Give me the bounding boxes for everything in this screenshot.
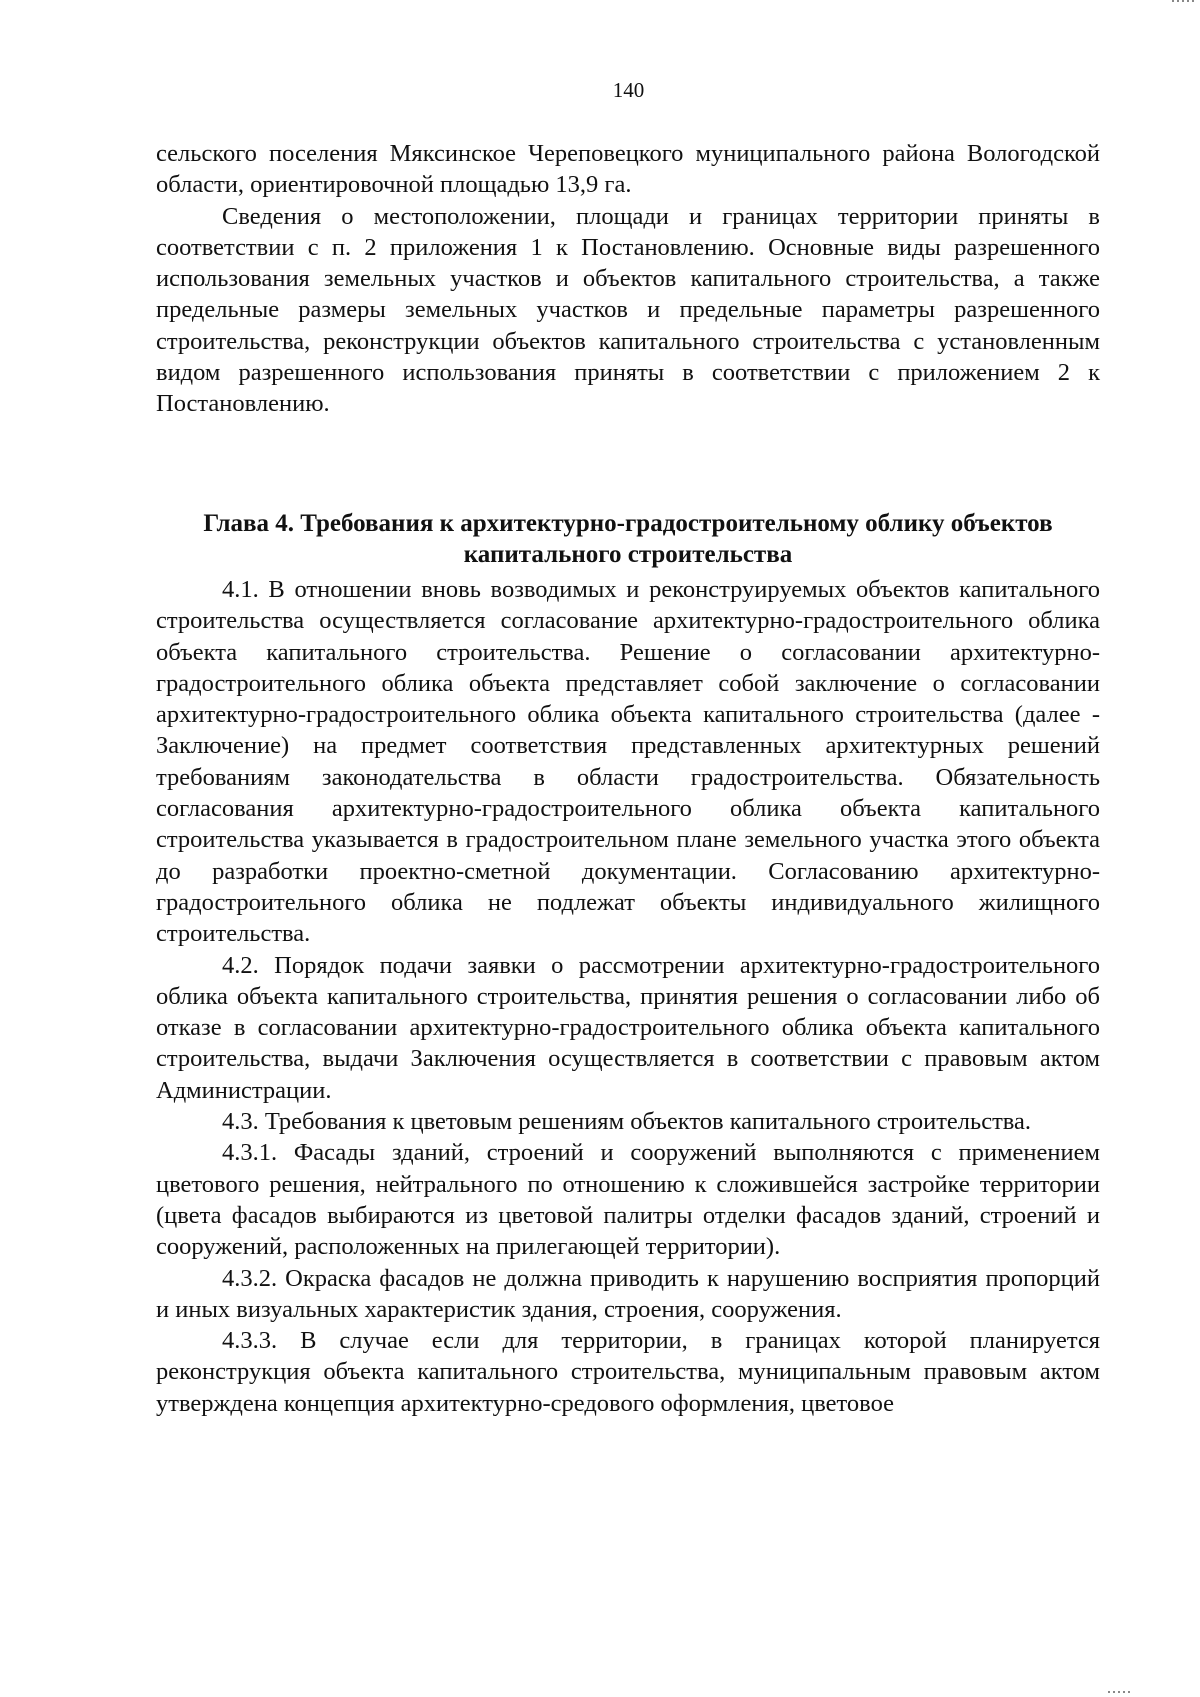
chapter-heading-line-2: капитального строительства bbox=[463, 541, 793, 568]
scan-artifact-top bbox=[1172, 0, 1194, 2]
paragraph-4-2: 4.2. Порядок подачи заявки о рассмотрении архитектурно-градостроительного облика объекта капитального строительства, принятия решения о согласовании либо об отказе в согласовании архитектурно-градостроительного облика объекта капитального строительства, выдачи Заключения осуществляется в соответствии с правовым актом Администрации. bbox=[156, 951, 1100, 1104]
scan-artifact-bottom bbox=[1108, 1691, 1130, 1693]
chapter-4-section bbox=[156, 508, 1100, 1419]
intro-section bbox=[156, 138, 1100, 420]
paragraph-4-3-2: 4.3.2. Окраска фасадов не должна приводить к нарушению восприятия пропорций и иных визуальных характеристик здания, строения, сооружения. bbox=[156, 1264, 1100, 1323]
paragraph-4-3-3: 4.3.3. В случае если для территории, в границах которой планируется реконструкция объекта капитального строительства, муниципальным правовым актом утверждена концепция архитектурно-средового оформления, цветовое bbox=[156, 1327, 1100, 1417]
paragraph-territory-info: Сведения о местоположении, площади и границах территории приняты в соответствии с п. 2 приложения 1 к Постановлению. Основные виды разрешенного использования земельных участков и объектов капитального строительства, а также предельные размеры земельных участков и предельные параметры разрешенного строительства, реконструкции объектов капитального строительства с установленным видом разрешенного использования приняты в соответствии с приложением 2 к Постановлению. bbox=[156, 202, 1100, 418]
paragraph-4-3: 4.3. Требования к цветовым решениям объектов капитального строительства. bbox=[222, 1108, 1032, 1136]
chapter-heading bbox=[156, 508, 1100, 570]
paragraph-4-1: 4.1. В отношении вновь возводимых и реконструируемых объектов капитального строительства осуществляется согласование архитектурно-градостроительного облика объекта капитального строительства. Решение о согласовании архитектурно-градостроительного облика объекта представляет собой заключение о согласовании архитектурно-градостроительного облика объекта капитального строительства (далее - Заключение) на предмет соответствия представленных архитектурных решений требованиям законодательства в области градостроительства. Обязательность согласования архитектурно-градостроительного облика объекта капитального строительства указывается в градостроительном плане земельного участка этого объекта до разработки проектно-сметной документации. Согласованию архитектурно-градостроительного облика не подлежат объекты индивидуального жилищного строительства. bbox=[156, 576, 1100, 948]
page-number: 140 bbox=[612, 78, 645, 102]
chapter-heading-line-1: Глава 4. Требования к архитектурно-градостроительному облику объектов bbox=[203, 510, 1053, 537]
paragraph-4-3-1: 4.3.1. Фасады зданий, строений и сооружений выполняются с применением цветового решения, нейтрального по отношению к сложившейся застройке территории (цвета фасадов выбираются из цветовой палитры отделки фасадов зданий, строений и сооружений, расположенных на прилегающей территории). bbox=[156, 1139, 1100, 1261]
paragraph-continuation: сельского поселения Мяксинское Череповецкого муниципального района Вологодской области, ориентировочной площадью 13,9 га. bbox=[156, 140, 1100, 199]
